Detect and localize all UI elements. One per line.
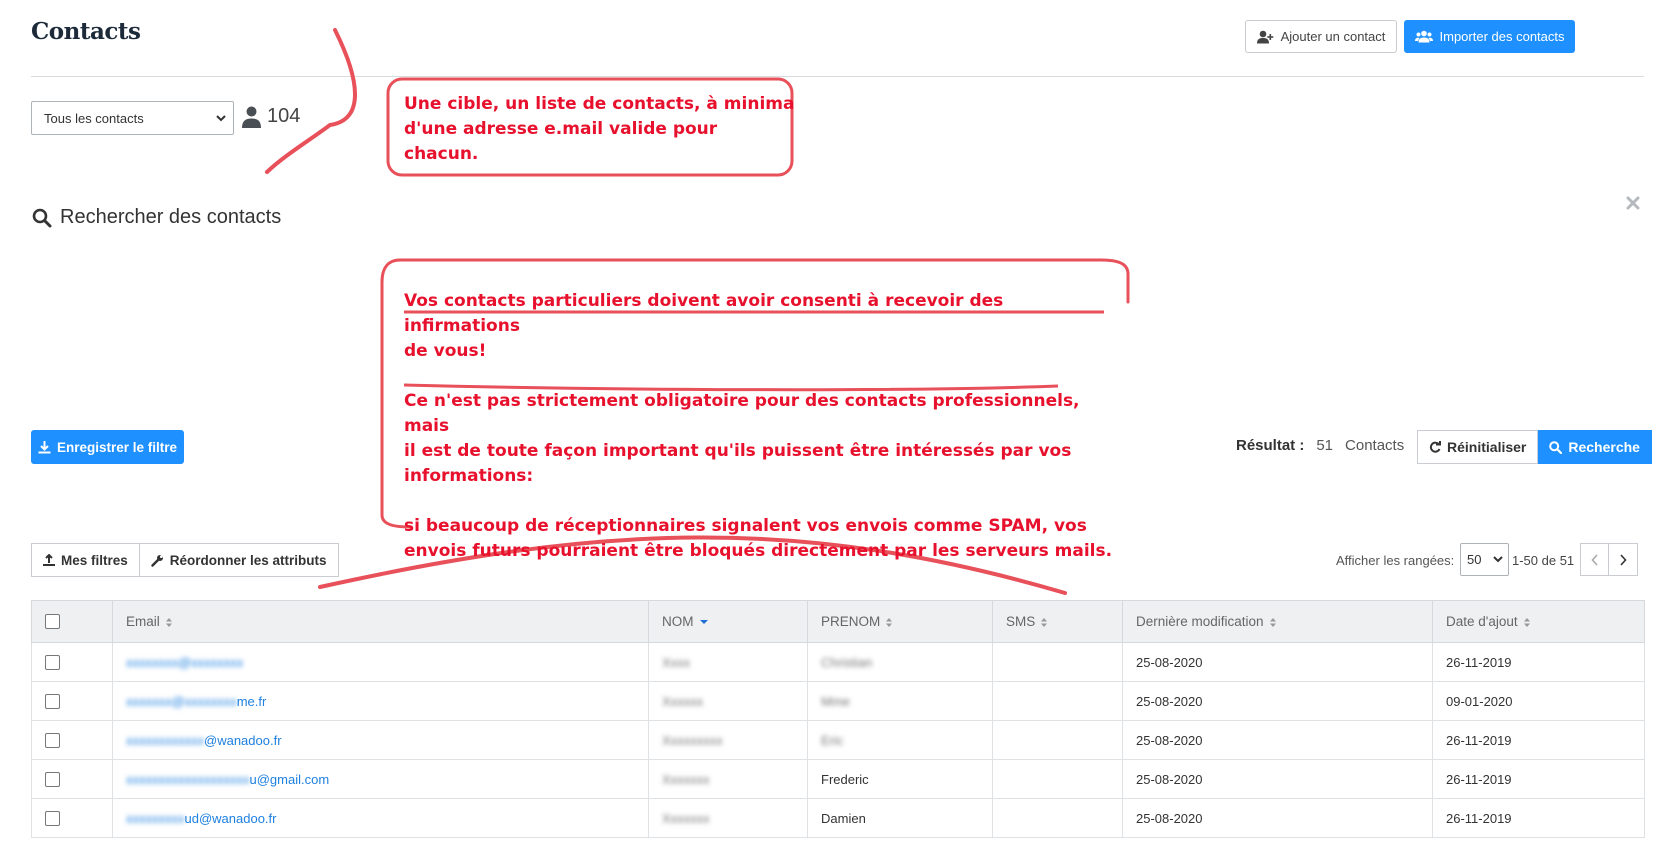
annotation-note-2-line: informations: [404, 466, 534, 486]
users-icon [1415, 30, 1433, 43]
modified-cell: 25-08-2020 [1123, 643, 1433, 682]
sort-icon [165, 617, 173, 628]
column-header-nom[interactable]: NOM [649, 601, 808, 643]
annotation-note-2-line: Vos contacts particuliers doivent avoir consenti à recevoir des infirmations [404, 291, 1004, 336]
select-all-cell [32, 601, 113, 643]
row-checkbox[interactable] [45, 772, 60, 787]
row-select-cell [32, 643, 113, 682]
annotation-note-2-line: il est de toute façon important qu'ils puissent être intéressés par vos [404, 441, 1072, 461]
search-icon [1549, 441, 1562, 454]
row-checkbox[interactable] [45, 811, 60, 826]
nom-cell [649, 682, 808, 721]
row-select-cell [32, 721, 113, 760]
added-cell: 26-11-2019 [1433, 760, 1645, 799]
prenom-cell [808, 760, 993, 799]
reorder-attributes-button[interactable] [140, 543, 339, 577]
page-title: Contacts [31, 18, 141, 45]
prenom-cell [808, 643, 993, 682]
rows-per-page-value: 50 [1467, 552, 1482, 567]
modified-cell: 25-08-2020 [1123, 721, 1433, 760]
search-actions [1417, 430, 1652, 464]
prenom-cell [808, 682, 993, 721]
email-link[interactable]: @wanadoo.fr [204, 732, 282, 748]
annotation-note-1-line: d'une adresse e.mail valide pour [404, 119, 718, 139]
prev-page-button[interactable] [1580, 543, 1609, 576]
table-row[interactable] [32, 799, 1645, 838]
row-select-cell [32, 799, 113, 838]
modified-cell: 25-08-2020 [1123, 682, 1433, 721]
annotation-note-2-line: envois futurs pourraient être bloqués directement par les serveurs mails. [404, 541, 1113, 561]
rows-per-page-label: Afficher les rangées: [1336, 553, 1455, 568]
email-cell[interactable] [113, 682, 649, 721]
refresh-icon [1429, 441, 1441, 453]
sort-desc-icon [699, 618, 709, 626]
added-cell: 26-11-2019 [1433, 643, 1645, 682]
modified-cell: 25-08-2020 [1123, 799, 1433, 838]
pagination-range: 1-50 de 51 [1512, 553, 1575, 568]
annotation-note-1-line: chacun. [404, 144, 479, 164]
close-icon[interactable] [1626, 196, 1640, 210]
email-link[interactable]: ud@wanadoo.fr [184, 810, 277, 826]
save-filter-button[interactable] [31, 430, 184, 464]
sort-icon [1040, 617, 1048, 628]
added-cell: 26-11-2019 [1433, 799, 1645, 838]
row-checkbox[interactable] [45, 694, 60, 709]
my-filters-button[interactable] [31, 543, 140, 577]
email-redacted: xxxxxxx@xxxxxxxx [126, 693, 237, 709]
pagination [1580, 543, 1638, 576]
import-contacts-button[interactable] [1404, 20, 1575, 53]
filter-toolbar [31, 543, 339, 577]
email-redacted: xxxxxxxx@xxxxxxxx [126, 654, 244, 670]
reset-button[interactable] [1417, 430, 1538, 464]
result-count: 51 [1316, 437, 1334, 454]
table-row[interactable] [32, 721, 1645, 760]
nom-cell [649, 799, 808, 838]
select-all-checkbox[interactable] [45, 614, 60, 629]
sort-icon [1269, 617, 1277, 628]
header-divider [31, 76, 1644, 77]
email-redacted: xxxxxxxxxxxxxxxxxxx [126, 771, 250, 787]
nom-redacted: Xxxxxxx [662, 771, 710, 787]
column-header-added[interactable]: Date d'ajout [1433, 601, 1645, 643]
result-unit: Contacts [1345, 437, 1405, 454]
prenom-cell [808, 799, 993, 838]
email-cell[interactable] [113, 643, 649, 682]
user-icon [242, 106, 261, 128]
contacts-table [31, 600, 1645, 838]
wrench-icon [151, 554, 164, 567]
prenom-cell [808, 721, 993, 760]
table-row[interactable] [32, 760, 1645, 799]
prenom-value: Frederic [821, 771, 869, 787]
prenom-redacted: Eric [821, 732, 844, 748]
download-icon [38, 441, 51, 454]
table-header-row [32, 601, 1645, 643]
save-filter-label: Enregistrer le filtre [56, 439, 178, 455]
sort-icon [885, 617, 893, 628]
chevron-down-icon [215, 111, 227, 125]
nom-redacted: Xxxxxx [662, 693, 704, 709]
row-checkbox[interactable] [45, 733, 60, 748]
column-header-email[interactable]: Email [113, 601, 649, 643]
nom-cell [649, 760, 808, 799]
import-contacts-label: Importer des contacts [1439, 29, 1565, 44]
column-header-modified[interactable]: Dernière modification [1123, 601, 1433, 643]
sort-icon [1523, 617, 1531, 628]
email-redacted: xxxxxxxxxxxx [126, 732, 204, 748]
annotation-note-2 [404, 289, 1124, 564]
email-redacted: xxxxxxxxx [126, 810, 185, 826]
search-heading[interactable] [32, 206, 281, 229]
add-contact-button[interactable] [1245, 20, 1397, 53]
nom-cell [649, 721, 808, 760]
column-header-prenom[interactable]: PRENOM [808, 601, 993, 643]
search-result [1236, 437, 1404, 454]
search-heading-label: Rechercher des contacts [60, 206, 282, 228]
modified-cell: 25-08-2020 [1123, 760, 1433, 799]
reorder-attributes-label: Réordonner les attributs [169, 552, 327, 568]
row-select-cell [32, 682, 113, 721]
annotation-note-1 [404, 92, 804, 167]
contact-list-selected: Tous les contacts [44, 110, 144, 126]
reset-label: Réinitialiser [1447, 439, 1527, 455]
annotation-note-2-line: si beaucoup de réceptionnaires signalent vos envois comme SPAM, vos [404, 516, 1087, 536]
sms-cell [993, 799, 1123, 838]
upload-icon [43, 554, 55, 566]
annotation-note-2-line: de vous! [404, 341, 487, 361]
added-cell: 26-11-2019 [1433, 721, 1645, 760]
row-checkbox[interactable] [45, 655, 60, 670]
chevron-left-icon [1591, 554, 1599, 566]
result-label: Résultat : [1236, 437, 1305, 454]
search-icon [32, 208, 52, 228]
contact-list-select[interactable] [31, 101, 234, 135]
table-row[interactable] [32, 643, 1645, 682]
contact-count [242, 105, 300, 128]
row-select-cell [32, 760, 113, 799]
chevron-right-icon [1619, 554, 1627, 566]
nom-cell [649, 643, 808, 682]
email-link[interactable]: u@gmail.com [249, 771, 330, 787]
email-cell[interactable] [113, 760, 649, 799]
search-label: Recherche [1568, 439, 1640, 455]
user-plus-icon [1257, 30, 1274, 44]
sms-cell [993, 682, 1123, 721]
prenom-value: Damien [821, 810, 866, 826]
table-row[interactable] [32, 682, 1645, 721]
annotation-note-1-line: Une cible, un liste de contacts, à minima [404, 94, 795, 114]
email-cell[interactable] [113, 721, 649, 760]
sms-cell [993, 643, 1123, 682]
sms-cell [993, 760, 1123, 799]
rows-per-page-select[interactable] [1460, 543, 1509, 576]
annotation-curve-top [267, 30, 355, 172]
nom-redacted: Xxxxxxx [662, 810, 710, 826]
chevron-down-icon [1492, 552, 1504, 566]
nom-redacted: Xxxxxxxxx [662, 732, 723, 748]
nom-redacted: Xxxx [662, 654, 691, 670]
prenom-redacted: Christian [821, 654, 873, 670]
column-header-sms[interactable]: SMS [993, 601, 1123, 643]
add-contact-label: Ajouter un contact [1280, 29, 1386, 44]
next-page-button[interactable] [1609, 543, 1638, 576]
search-button[interactable] [1538, 430, 1652, 464]
added-cell: 09-01-2020 [1433, 682, 1645, 721]
email-cell[interactable] [113, 799, 649, 838]
my-filters-label: Mes filtres [61, 552, 128, 568]
sms-cell [993, 721, 1123, 760]
contact-count-value: 104 [267, 105, 301, 127]
annotation-note-2-line: Ce n'est pas strictement obligatoire pour des contacts professionnels, mais [404, 391, 1080, 436]
email-link[interactable]: me.fr [236, 693, 267, 709]
prenom-redacted: Mme [821, 693, 850, 709]
